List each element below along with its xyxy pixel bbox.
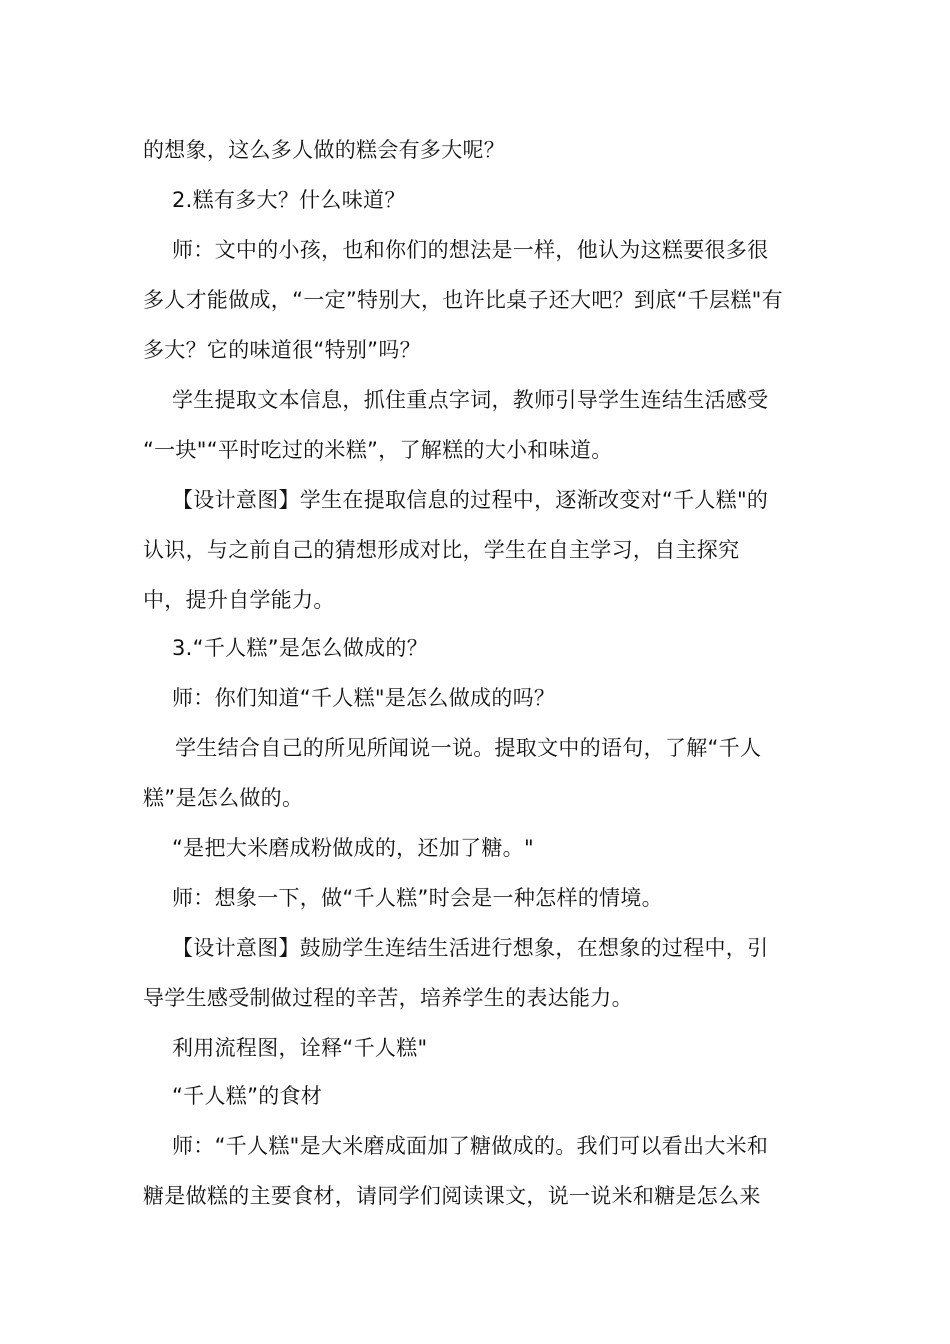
text-line-9: 认识，与之前自己的猜想形成对比，学生在自主学习，自主探究 (143, 538, 740, 562)
text-line-5: 多大？它的味道很“特别”吗？ (143, 338, 421, 362)
text-line-14: 糕”是怎么做的。 (143, 786, 304, 810)
text-line-17: 【设计意图】鼓励学生连结生活进行想象，在想象的过程中，引 (172, 936, 769, 960)
text-line-4: 多人才能做成，“一定”特别大，也许比桌子还大吧？到底“千层糕"有 (143, 288, 783, 312)
text-line-19: 利用流程图，诠释“千人糕" (172, 1036, 428, 1060)
text-line-8: 【设计意图】学生在提取信息的过程中，逐渐改变对“千人糕"的 (172, 488, 769, 512)
text-line-12: 师：你们知道“千人糕"是怎么做成的吗？ (172, 686, 556, 710)
text-line-1: 的想象，这么多人做的糕会有多大呢？ (143, 138, 506, 162)
text-line-2: 2.糕有多大？什么味道？ (172, 188, 406, 212)
text-line-18: 导学生感受制做过程的辛苦，培养学生的表达能力。 (143, 986, 633, 1010)
text-line-7: “一块"“平时吃过的米糕”，了解糕的大小和味道。 (143, 438, 613, 462)
text-line-20: “千人糕”的食材 (172, 1084, 323, 1108)
text-line-10: 中，提升自学能力。 (143, 588, 335, 612)
text-line-21: 师：“千人糕"是大米磨成面加了糖做成的。我们可以看出大米和 (172, 1134, 769, 1158)
text-line-13: 学生结合自己的所见所闻说一说。提取文中的语句，了解“千人 (175, 736, 762, 760)
text-line-22: 糖是做糕的主要食材，请同学们阅读课文，说一说米和糖是怎么来 (143, 1184, 761, 1208)
text-line-3: 师：文中的小孩，也和你们的想法是一样，他认为这糕要很多很 (172, 238, 769, 262)
text-line-16: 师：想象一下，做“千人糕”时会是一种怎样的情境。 (172, 886, 663, 910)
text-line-11: 3.“千人糕”是怎么做成的？ (172, 636, 428, 660)
text-line-15: “是把大米磨成粉做成的，还加了糖。" (172, 836, 534, 860)
text-line-6: 学生提取文本信息，抓住重点字词，教师引导学生连结生活感受 (172, 388, 769, 412)
